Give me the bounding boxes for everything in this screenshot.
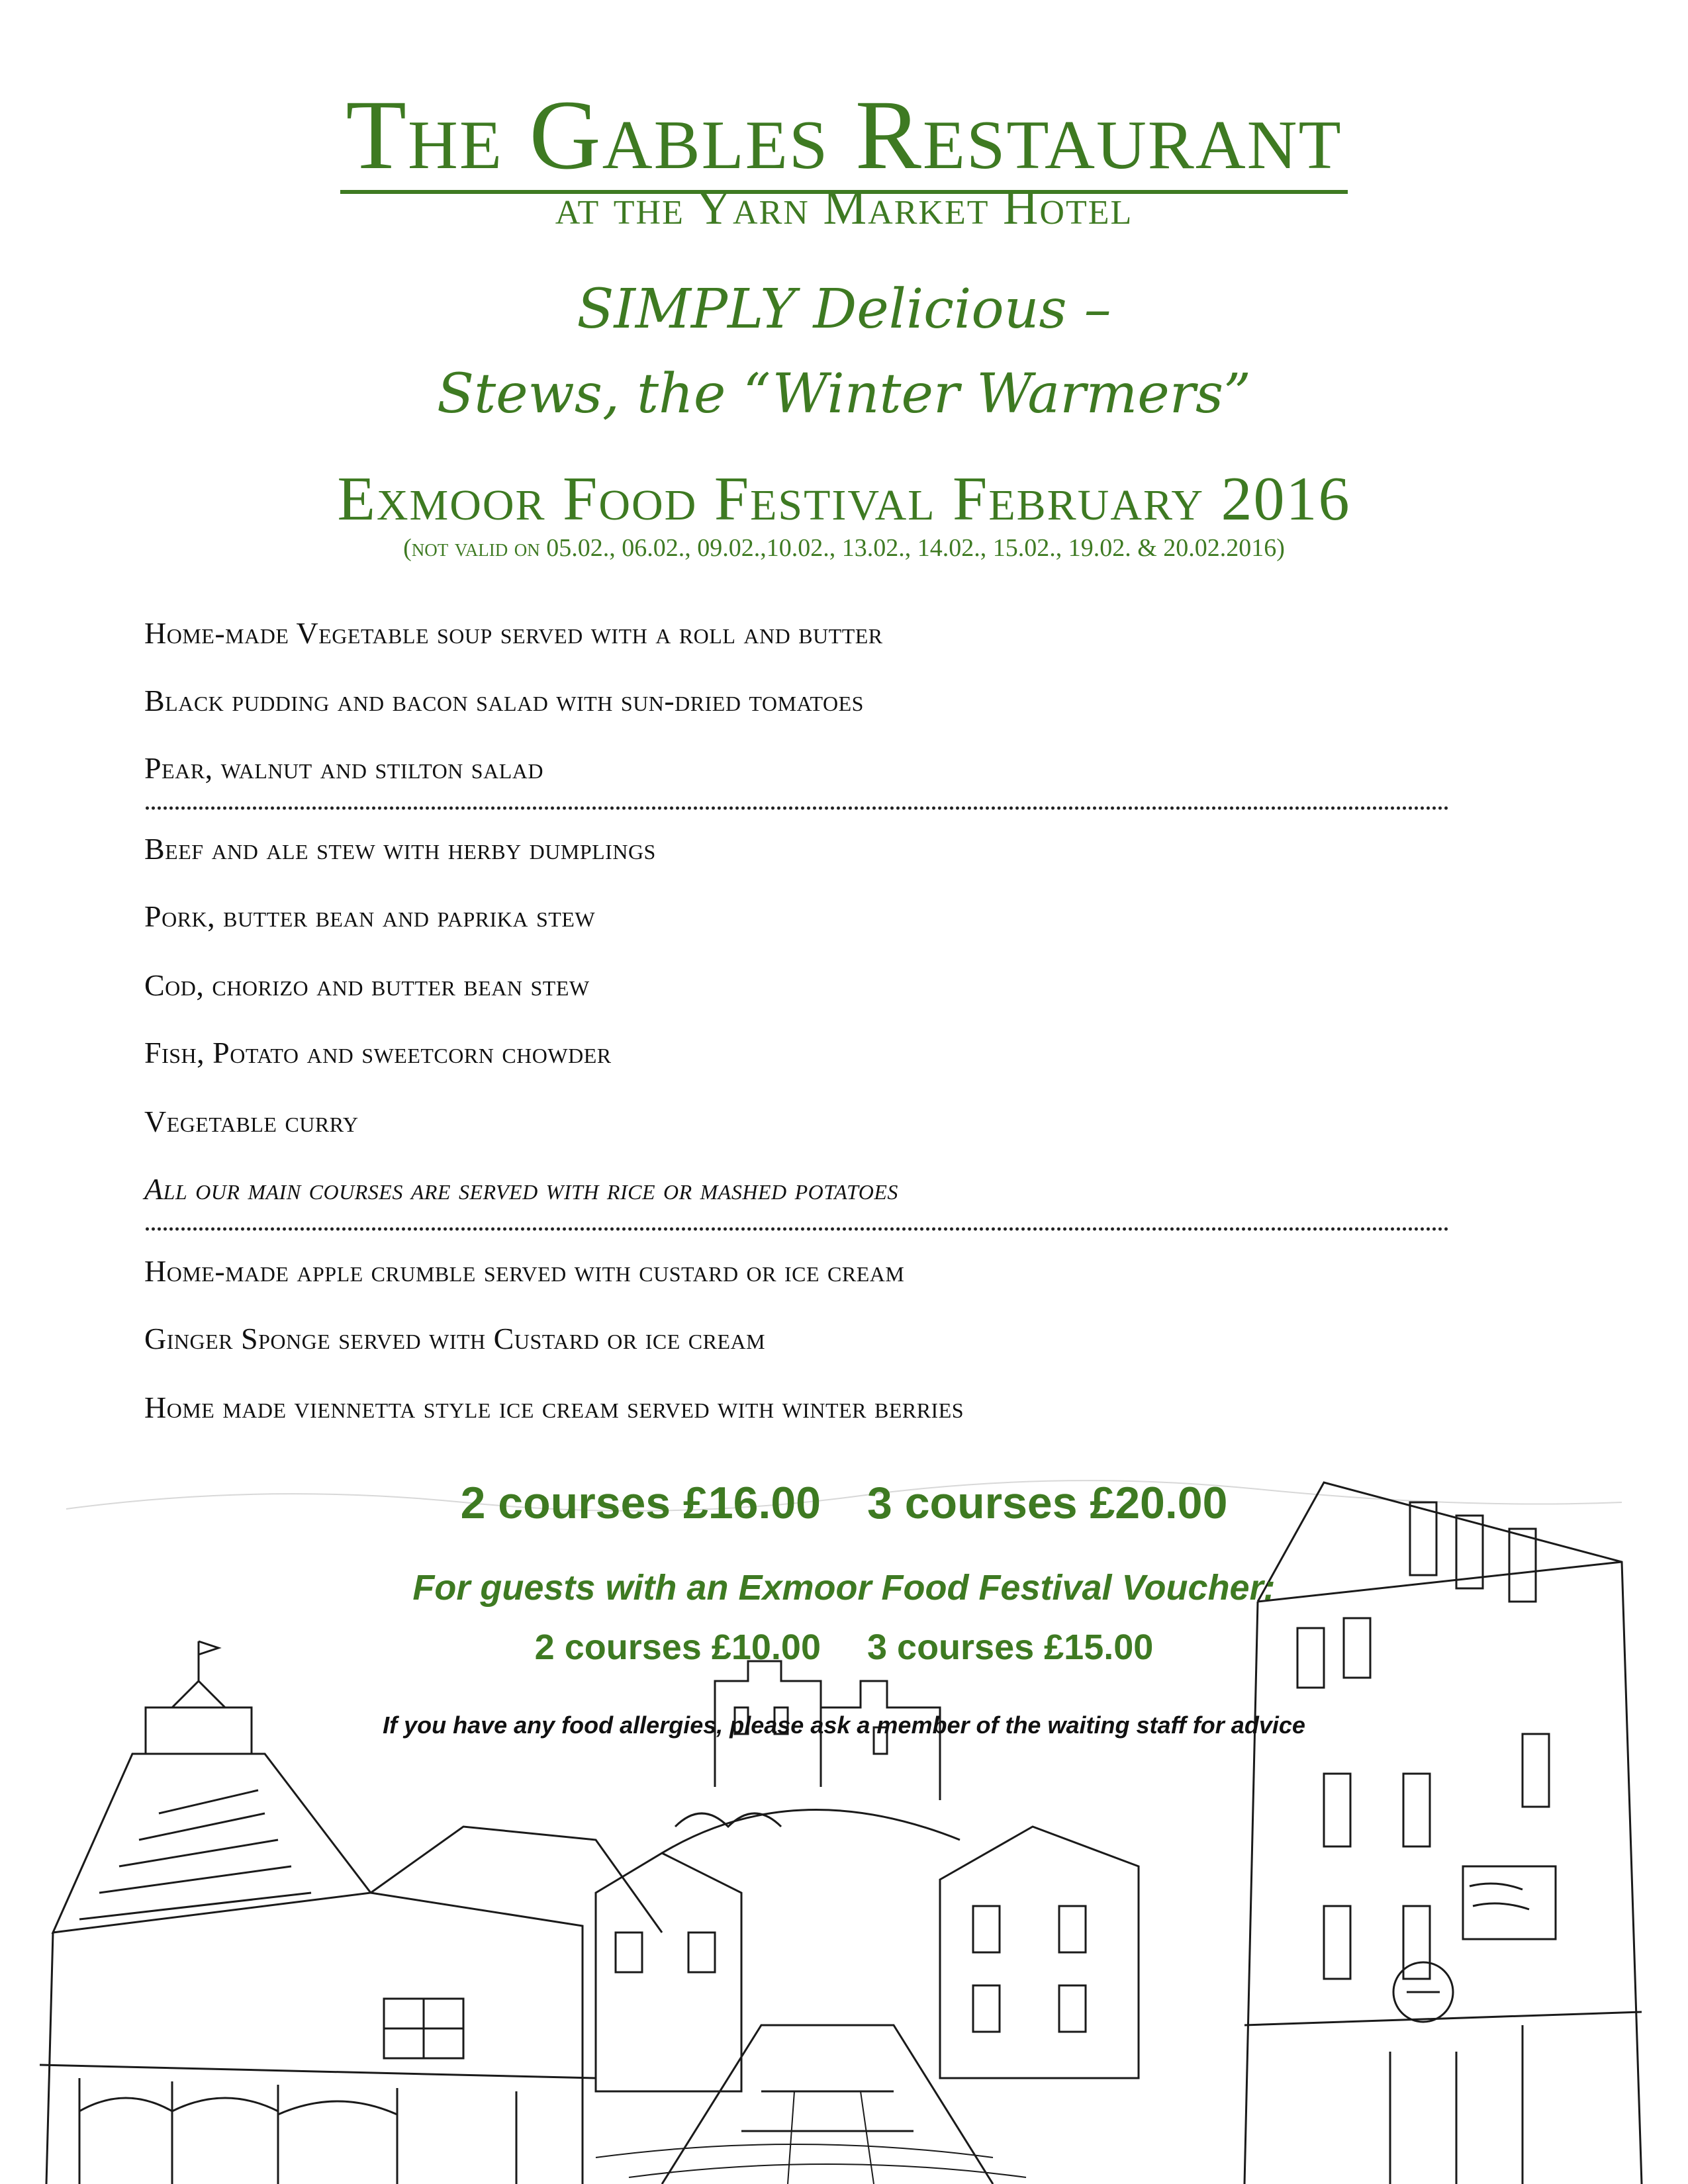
menu-item-dessert-1: Home-made apple crumble served with custard or ice cream [144, 1254, 905, 1288]
price-two-courses: 2 courses £16.00 [460, 1478, 821, 1528]
voucher-price-three-courses: 3 courses £15.00 [867, 1627, 1154, 1667]
allergy-notice: If you have any food allergies, please ask a member of the waiting staff for advice [383, 1711, 1305, 1739]
asterisk-divider-1 [144, 805, 1450, 814]
menu-item-main-3: Cod, chorizo and butter bean stew [144, 968, 590, 1002]
menu-item-starter-1: Home-made Vegetable soup served with a roll and butter [144, 616, 883, 650]
restaurant-title [0, 78, 1688, 192]
tagline-line-1: SIMPLY Delicious – [577, 278, 1111, 341]
menu-item-main-5: Vegetable curry [144, 1105, 359, 1138]
road-hatching [596, 2091, 1026, 2184]
town-sketch-illustration [0, 1430, 1688, 2184]
excluded-dates-note: (not valid on 05.02., 06.02., 09.02.,10.02., 13.02., 14.02., 15.02., 19.02. & 20.02.2016) [403, 534, 1285, 562]
menu-item-dessert-2: Ginger Sponge served with Custard or ice cream [144, 1322, 766, 1355]
voucher-heading: For guests with an Exmoor Food Festival Voucher: [412, 1568, 1276, 1608]
restaurant-title-text: The Gables Restaurant [340, 80, 1347, 194]
voucher-price-two-courses: 2 courses £10.00 [534, 1627, 821, 1667]
tagline-line-2: Stews, the “Winter Warmers” [437, 363, 1251, 426]
street-houses-sketch [596, 1827, 1139, 2184]
menu-item-starter-3: Pear, walnut and stilton salad [144, 751, 543, 785]
menu-item-main-1: Beef and ale stew with herby dumplings [144, 832, 656, 866]
menu-item-starter-2: Black pudding and bacon salad with sun-dried tomatoes [144, 684, 864, 717]
castle-sketch [662, 1661, 960, 1853]
restaurant-subtitle: at the Yarn Market Hotel [555, 181, 1133, 235]
mains-serving-note: All our main courses are served with rice or mashed potatoes [144, 1172, 898, 1206]
course-prices [0, 1477, 1688, 1529]
menu-item-main-4: Fish, Potato and sweetcorn chowder [144, 1036, 612, 1069]
voucher-prices [0, 1627, 1688, 1668]
asterisk-divider-2 [144, 1226, 1450, 1235]
festival-heading: Exmoor Food Festival February 2016 [337, 465, 1351, 533]
menu-item-dessert-3: Home made viennetta style ice cream served with winter berries [144, 1390, 964, 1424]
price-three-courses: 3 courses £20.00 [867, 1478, 1228, 1528]
menu-item-main-2: Pork, butter bean and paprika stew [144, 899, 596, 933]
